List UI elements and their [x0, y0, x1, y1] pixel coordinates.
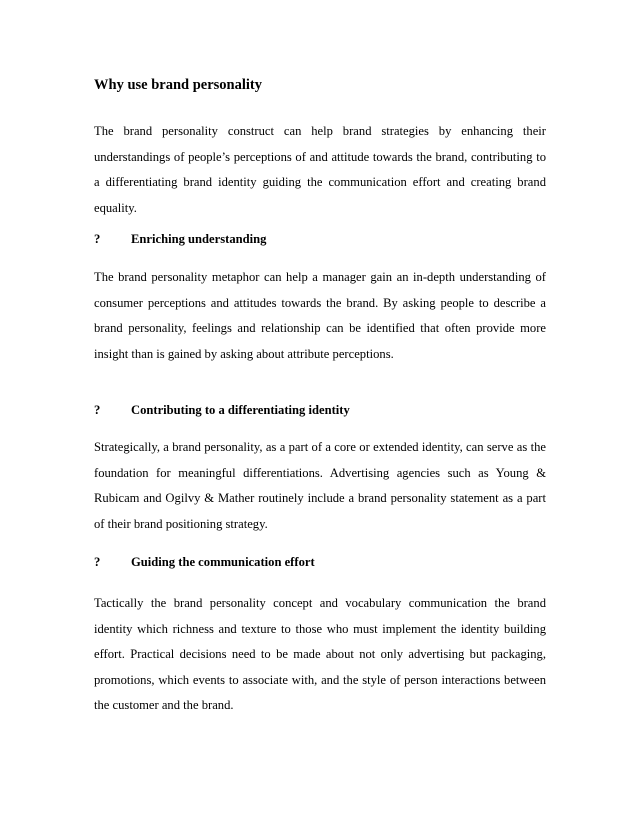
section-heading-text: Guiding the communication effort	[131, 555, 315, 569]
section-heading-differentiating	[94, 401, 350, 419]
section-heading-enriching	[94, 230, 266, 248]
document-title: Why use brand personality	[94, 77, 262, 93]
bullet-marker: ?	[94, 232, 101, 246]
intro-paragraph: The brand personality construct can help brand strategies by enhancing their understandings of people’s perceptions of and attitude towards the brand, contributing to a differentiating brand identity guiding the communication effort and creating brand equality.	[94, 124, 546, 215]
section-heading-text: Contributing to a differentiating identity	[131, 403, 350, 417]
section-heading-text: Enriching understanding	[131, 232, 267, 246]
bullet-marker: ?	[94, 403, 101, 417]
bullet-marker: ?	[94, 555, 101, 569]
section-body-differentiating: Strategically, a brand personality, as a part of a core or extended identity, can serve as the foundation for meaningful differentiations. Advertising agencies such as Young & Rubicam and Ogilvy & Mather routinely include a brand personality statement as a part of their brand positioning strategy.	[94, 440, 546, 531]
section-body-communication: Tactically the brand personality concept and vocabulary communication the brand identity which richness and texture to those who must implement the identity building effort. Practical decisions need to be made about not only advertising but packaging, promotions, which events to associate with, and the style of person interactions between the customer and the brand.	[94, 596, 546, 712]
section-body-enriching: The brand personality metaphor can help a manager gain an in-depth understanding of consumer perceptions and attitudes towards the brand. By asking people to describe a brand personality, feelings and relationship can be identified that often provide more insight than is gained by asking about attribute perceptions.	[94, 270, 546, 361]
section-heading-communication	[94, 553, 315, 571]
